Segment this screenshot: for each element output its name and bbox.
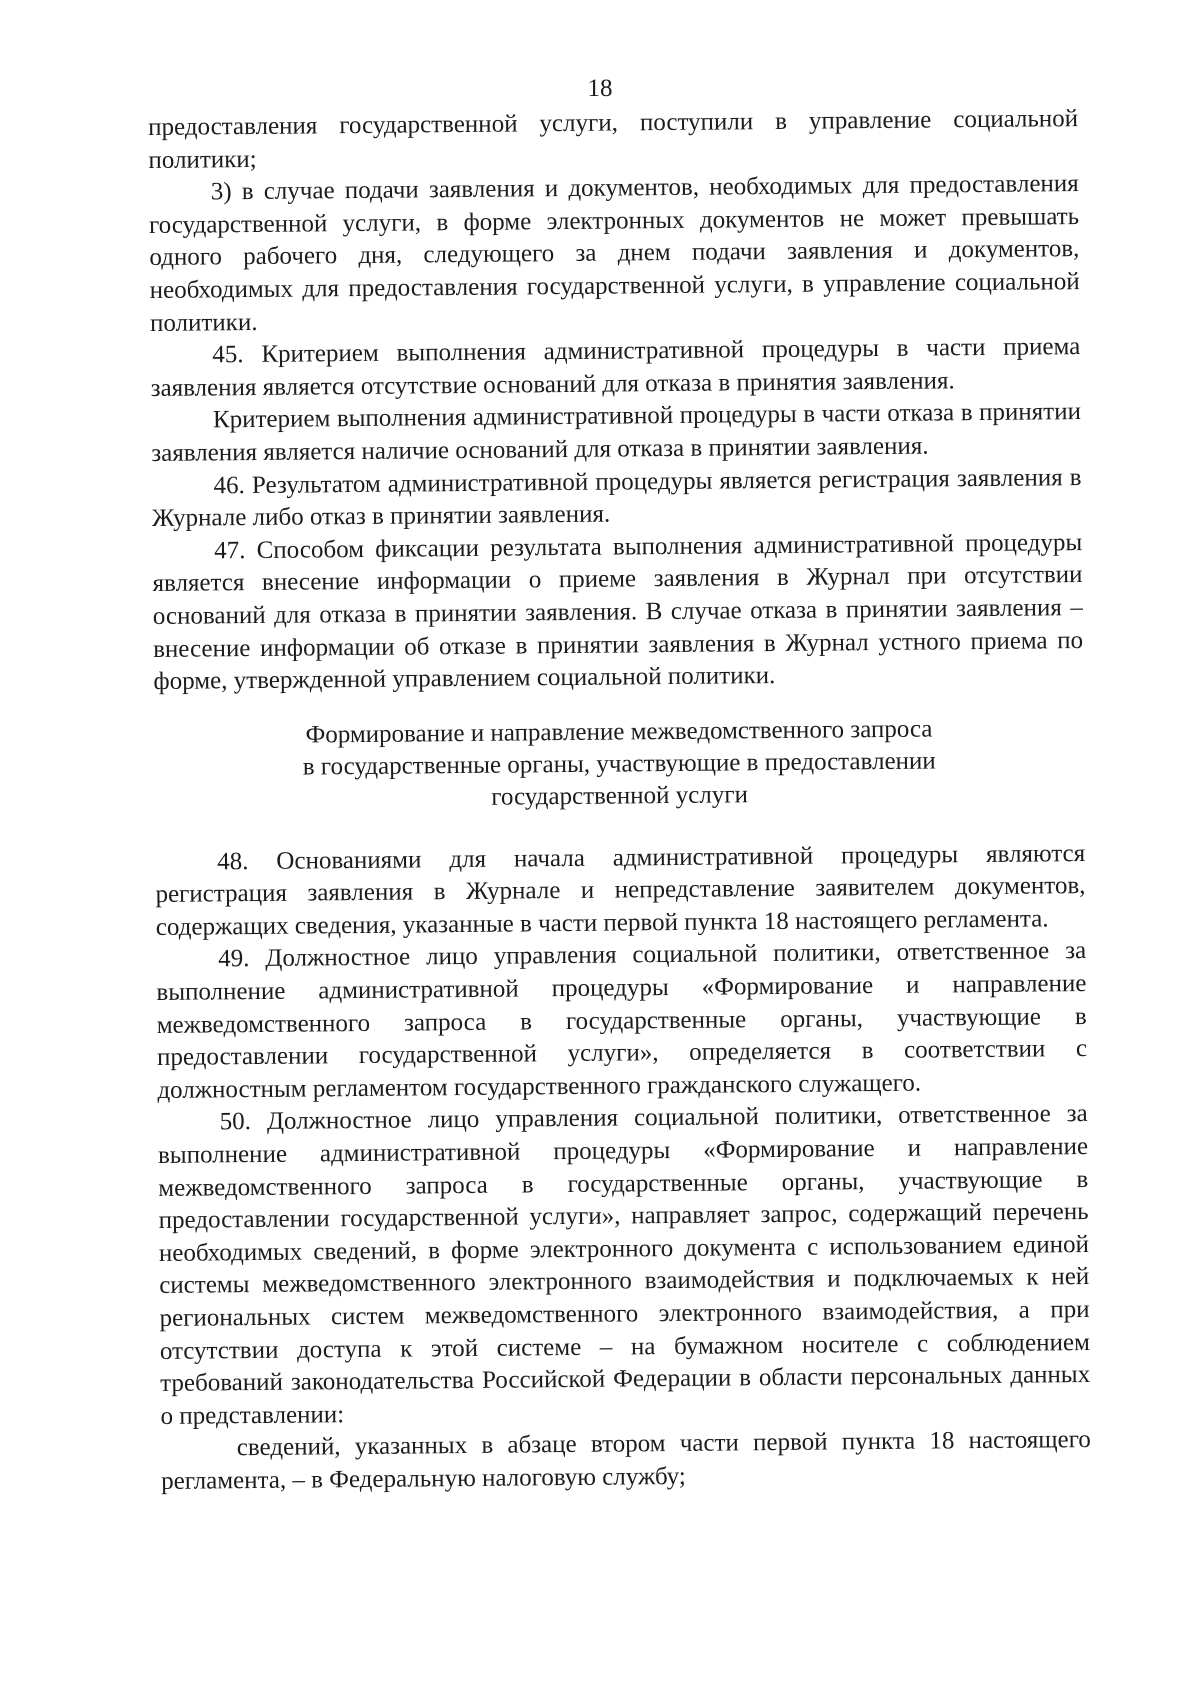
section-title	[154, 712, 1085, 817]
paragraph-45-refusal: Критерием выполнения административной процедуры в части отказа в принятии заявления является наличие оснований для отказа в принятии заявления.	[151, 398, 1082, 467]
paragraph-49: 49. Должностное лицо управления социальной политики, ответственное за выполнение административной процедуры «Формирование и направление межведомственного запроса в государственные органы, участвующие в предоставлении государственной услуги», определяется в соответствии с должностным регламентом государственного гражданского служащего.	[156, 937, 1088, 1104]
paragraph-50-list-item: сведений, указанных в абзаце втором части первой пункта 18 настоящего регламента, – в Федеральную налоговую службу;	[161, 1426, 1091, 1495]
paragraph-item-3: 3) в случае подачи заявления и документов, необходимых для предоставления государственной услуги, в форме электронных документов не может превышать одного рабочего дня, следующего за днем подачи заявления и документов, необходимых для предоставления государственной услуги, в управление социальной политики.	[148, 170, 1080, 337]
section-title-line-2: в государственные органы, участвующие в предоставлении	[302, 747, 936, 781]
section-title-line-3: государственной услуги	[491, 780, 749, 811]
paragraph-continuation: предоставления государственной услуги, поступили в управление социальной политики;	[148, 105, 1079, 174]
document-body	[148, 103, 1091, 1498]
paragraph-46: 46. Результатом административной процедуры является регистрация заявления в Журнале либо отказ в принятии заявления.	[151, 463, 1082, 533]
section-title-line-1: Формирование и направление межведомственного запроса	[305, 715, 933, 749]
paragraph-48: 48. Основаниями для начала административной процедуры являются регистрация заявления в Журнале и непредставление заявителем документов, содержащих сведения, указанные в части первой пункта 18 настоящего регламента.	[155, 839, 1086, 941]
paragraph-50: 50. Должностное лицо управления социальной политики, ответственное за выполнение административной процедуры «Формирование и направление межведомственного запроса в государственные органы, участвующие в предоставлении государственной услуги», направляет запрос, содержащий перечень необходимых сведений, в форме электронного документа с использованием единой системы межведомственного электронного взаимодействия и подключаемых к ней региональных систем межведомственного электронного взаимодействия, а при отсутствии доступа к этой системе – на бумажном носителе с соблюдением требований законодательства Российской Федерации в области персональных данных о представлении:	[157, 1100, 1091, 1430]
paragraph-45: 45. Критерием выполнения административной процедуры в части приема заявления является отсутствие оснований для отказа в принятия заявления.	[150, 333, 1081, 402]
paragraph-47: 47. Способом фиксации результата выполнения административной процедуры является внесение информации о приеме заявления в Журнал при отсутствии оснований для отказа в принятии заявления. В случае отказа в принятии заявления – внесение информации об отказе в принятии заявления в Журнал устного приема по форме, утвержденной управлением социальной политики.	[152, 528, 1084, 696]
page-number: 18	[587, 75, 613, 102]
